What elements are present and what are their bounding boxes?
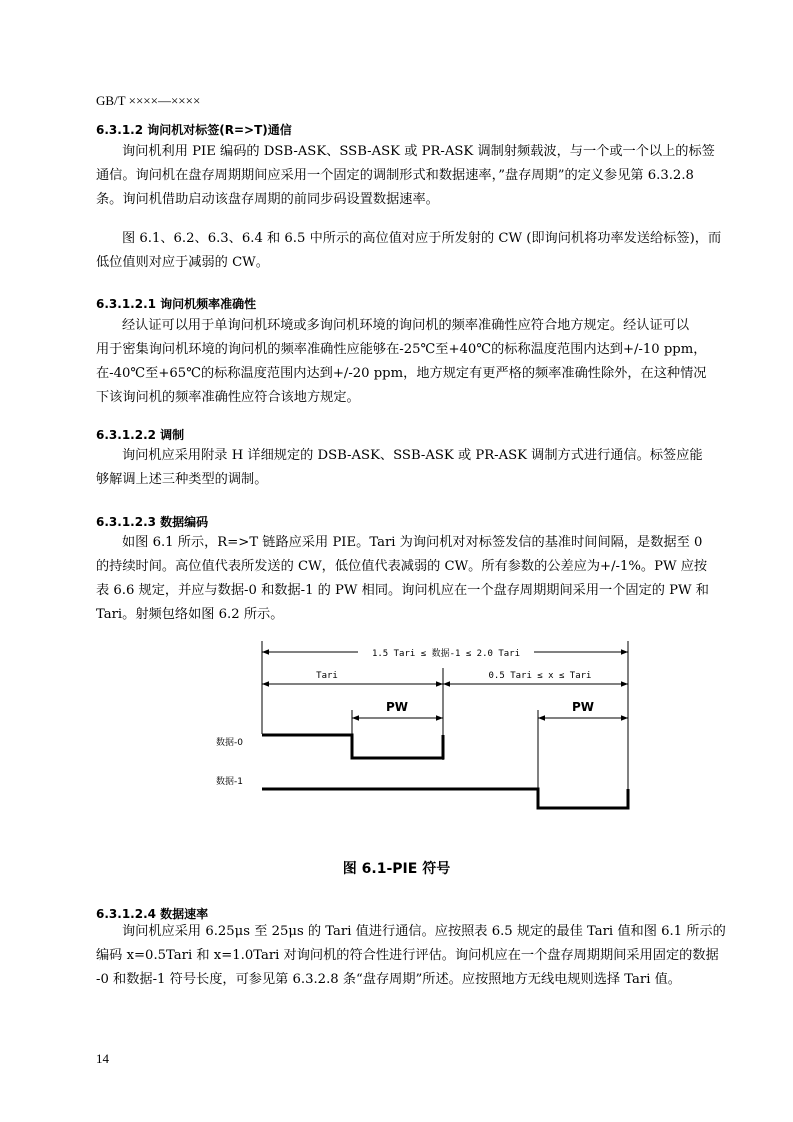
text-line: 图 6.1、6.2、6.3、6.4 和 6.5 中所示的高位值对应于所发射的 CW (即询问机将功率发送给标签)，而 [122,231,722,246]
section-heading-6-3-1-2-3: 6.3.1.2.3 数据编码 [96,515,209,529]
text-line: -0 和数据-1 符号长度，可参见第 6.3.2.8 条“盘存周期”所述。应按照地方无线电规则选择 Tari 值。 [96,972,681,987]
dim-label-data1: 1.5 Tari ≤ 数据-1 ≤ 2.0 Tari [371,649,521,659]
page-number: 14 [96,1051,109,1066]
text-line: 下该询问机的频率准确性应符合该地方规定。 [96,390,360,405]
text-line: 询问机应采用 6.25μs 至 25μs 的 Tari 值进行通信。应按照表 6.5 规定的最佳 Tari 值和图 6.1 所示的 [122,924,726,939]
text-line: 条。询问机借助启动该盘存周期的前同步码设置数据速率。 [96,192,439,207]
section-heading-6-3-1-2-4: 6.3.1.2.4 数据速率 [96,907,209,921]
section-heading-6-3-1-2: 6.3.1.2 询问机对标签(R=>T)通信 [96,123,292,137]
dim-label-tari: Tari [316,671,338,681]
text-line: 够解调上述三种类型的调制。 [96,472,268,487]
text-line: 的持续时间。高位值代表所发送的 CW，低位值代表减弱的 CW。所有参数的公差应为+/-1%。PW 应按 [96,559,708,574]
text-line: 表 6.6 规定，并应与数据-0 和数据-1 的 PW 相同。询问机应在一个盘存周期期间采用一个固定的 PW 和 [96,583,709,598]
section-heading-6-3-1-2-2: 6.3.1.2.2 调制 [96,428,185,442]
text-line: 经认证可以用于单询问机环境或多询问机环境的询问机的频率准确性应符合地方规定。经认证可以 [122,318,690,333]
text-line: 低位值则对应于减弱的 CW。 [96,255,269,270]
text-line: 编码 x=0.5Tari 和 x=1.0Tari 对询问机的符合性进行评估。询问机应在一个盘存周期期间采用固定的数据 [96,948,719,963]
text-line: 用于密集询问机环境的询问机的频率准确性应能够在-25℃至+40℃的标称温度范围内达到+/-10 ppm， [96,342,707,357]
label-data1: 数据-1 [216,777,243,787]
paragraph-6-3-1-2-4 [96,920,726,992]
label-data0: 数据-0 [216,738,243,748]
text-line: 如图 6.1 所示，R=>T 链路应采用 PIE。Tari 为询问机对对标签发信的基准时间间隔，是数据至 0 [122,535,703,550]
waveform-data0 [262,735,443,758]
text-line: 询问机利用 PIE 编码的 DSB-ASK、SSB-ASK 或 PR-ASK 调制射频载波，与一个或一个以上的标签 [122,144,715,159]
text-line: 通信。询问机在盘存周期期间应采用一个固定的调制形式和数据速率，”盘存周期”的定义参见第 6.3.2.8 [96,168,694,183]
text-line: 在-40℃至+65℃的标称温度范围内达到+/-20 ppm，地方规定有更严格的频率准确性除外，在这种情况 [96,366,707,381]
section-heading-6-3-1-2-1: 6.3.1.2.1 询问机频率准确性 [96,297,257,311]
dim-label-x: 0.5 Tari ≤ x ≤ Tari [488,671,592,681]
text-line: Tari。射频包络如图 6.2 所示。 [96,607,284,622]
waveform-data1 [262,789,628,808]
dim-label-pw-right: PW [571,700,595,714]
dim-label-pw-left: PW [385,700,409,714]
figure-caption: 图 6.1-PIE 符号 [342,861,451,877]
text-line: 询问机应采用附录 H 详细规定的 DSB-ASK、SSB-ASK 或 PR-ASK 调制方式进行通信。标签应能 [122,448,703,463]
standard-header: GB/T ××××—×××× [96,93,201,108]
